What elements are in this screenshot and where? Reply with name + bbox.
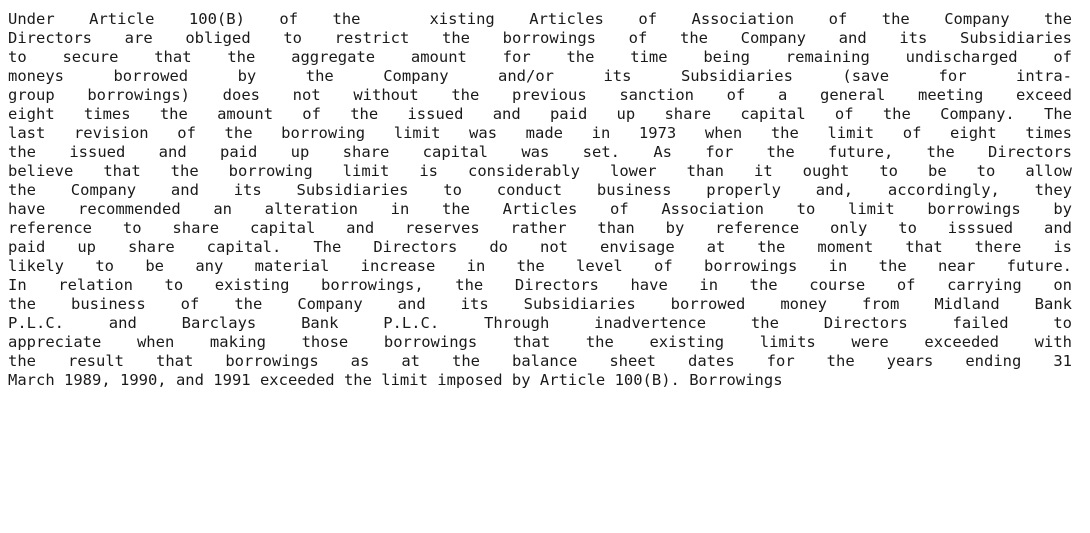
text-line: Directors are obliged to restrict the borrowings of the Company and its Subsidiaries bbox=[8, 29, 1072, 47]
text-line: the business of the Company and its Subsidiaries borrowed money from Midland Bank bbox=[8, 295, 1072, 313]
text-line: believe that the borrowing limit is considerably lower than it ought to be to allow bbox=[8, 162, 1072, 180]
text-line: moneys borrowed by the Company and/or its Subsidiaries (save for intra- bbox=[8, 67, 1072, 85]
text-line: have recommended an alteration in the Articles of Association to limit borrowings by bbox=[8, 200, 1072, 218]
text-line: Under Article 100(B) of the xisting Articles of Association of the Company the bbox=[8, 10, 1072, 28]
text-line: last revision of the borrowing limit was made in 1973 when the limit of eight times bbox=[8, 124, 1072, 142]
text-line: likely to be any material increase in the level of borrowings in the near future. bbox=[8, 257, 1072, 275]
body-paragraph bbox=[8, 10, 1072, 390]
text-line: P.L.C. and Barclays Bank P.L.C. Through inadvertence the Directors failed to bbox=[8, 314, 1072, 332]
text-line: the result that borrowings as at the balance sheet dates for the years ending 31 bbox=[8, 352, 1072, 370]
text-line: eight times the amount of the issued and paid up share capital of the Company. The bbox=[8, 105, 1072, 123]
text-line: reference to share capital and reserves rather than by reference only to isssued and bbox=[8, 219, 1072, 237]
text-line: the Company and its Subsidiaries to conduct business properly and, accordingly, they bbox=[8, 181, 1072, 199]
text-line: appreciate when making those borrowings that the existing limits were exceeded with bbox=[8, 333, 1072, 351]
text-line: In relation to existing borrowings, the Directors have in the course of carrying on bbox=[8, 276, 1072, 294]
text-line: paid up share capital. The Directors do not envisage at the moment that there is bbox=[8, 238, 1072, 256]
text-line: the issued and paid up share capital was set. As for the future, the Directors bbox=[8, 143, 1072, 161]
text-line: March 1989, 1990, and 1991 exceeded the limit imposed by Article 100(B). Borrowings bbox=[8, 371, 783, 389]
text-line: to secure that the aggregate amount for the time being remaining undischarged of bbox=[8, 48, 1072, 66]
text-line: group borrowings) does not without the previous sanction of a general meeting exceed bbox=[8, 86, 1072, 104]
